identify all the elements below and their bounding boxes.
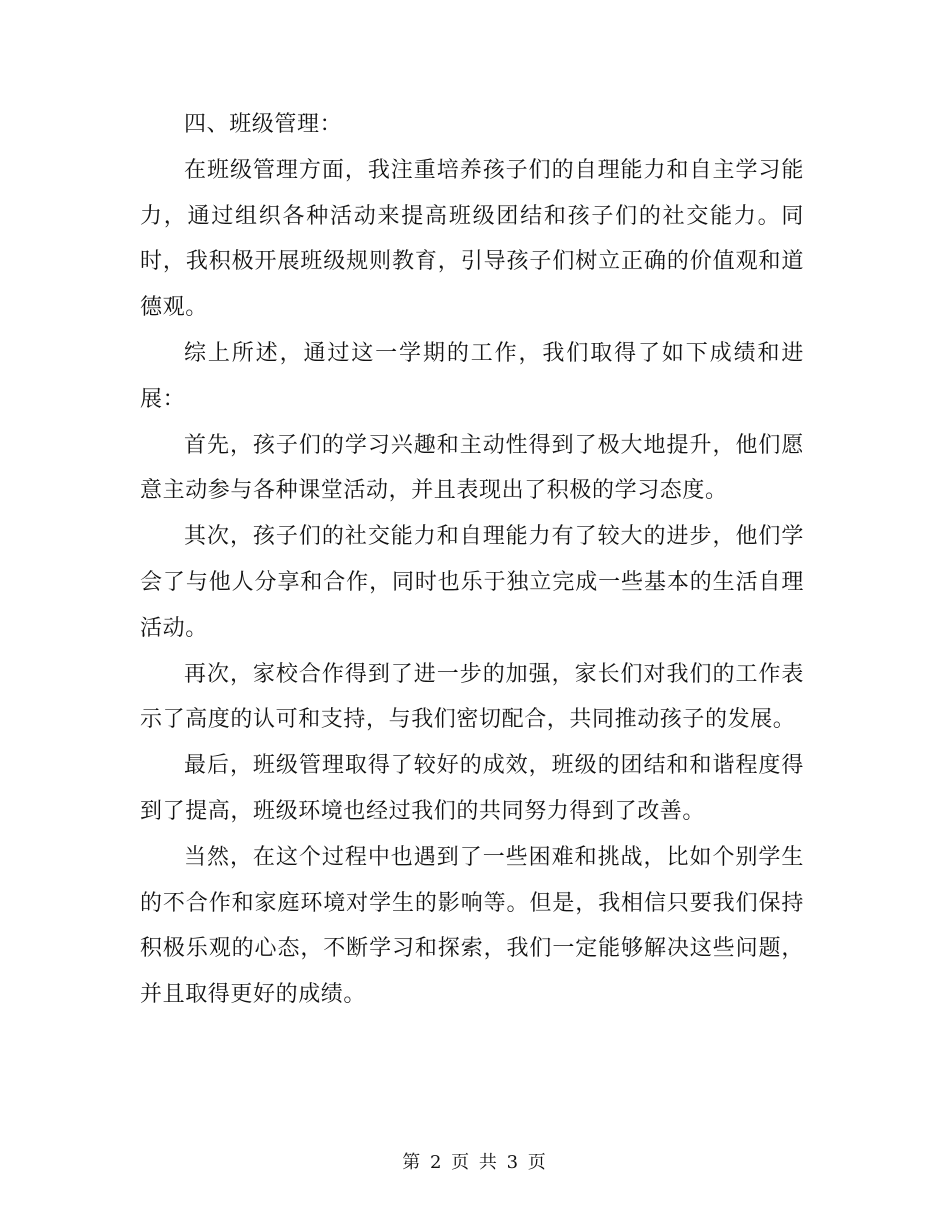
section-heading: 四、班级管理： — [184, 112, 343, 137]
paragraph-second: 其次，孩子们的社交能力和自理能力有了较大的进步，他们学会了与他人分享和合作，同时也乐于独立完成一些基本的生活自理活动。 — [140, 524, 804, 641]
paragraph-challenges: 当然，在这个过程中也遇到了一些困难和挑战，比如个别学生的不合作和家庭环境对学生的影响等。但是，我相信只要我们保持积极乐观的心态，不断学习和探索，我们一定能够解决这些问题，并且取得更好的成绩。 — [140, 844, 804, 1008]
page-number-footer: 第 2 页 共 3 页 — [402, 1152, 548, 1173]
paragraph-summary-intro: 综上所述，通过这一学期的工作，我们取得了如下成绩和进展： — [140, 340, 804, 412]
document-body — [140, 102, 804, 1018]
paragraph-third: 再次，家校合作得到了进一步的加强，家长们对我们的工作表示了高度的认可和支持，与我们密切配合，共同推动孩子的发展。 — [140, 661, 804, 733]
paragraph-last: 最后，班级管理取得了较好的成效，班级的团结和和谐程度得到了提高，班级环境也经过我们的共同努力得到了改善。 — [140, 753, 804, 824]
paragraph-first: 首先，孩子们的学习兴趣和主动性得到了极大地提升，他们愿意主动参与各种课堂活动，并且表现出了积极的学习态度。 — [140, 432, 804, 504]
paragraph-class-management: 在班级管理方面，我注重培养孩子们的自理能力和自主学习能力，通过组织各种活动来提高班级团结和孩子们的社交能力。同时，我积极开展班级规则教育，引导孩子们树立正确的价值观和道德观。 — [140, 157, 804, 321]
